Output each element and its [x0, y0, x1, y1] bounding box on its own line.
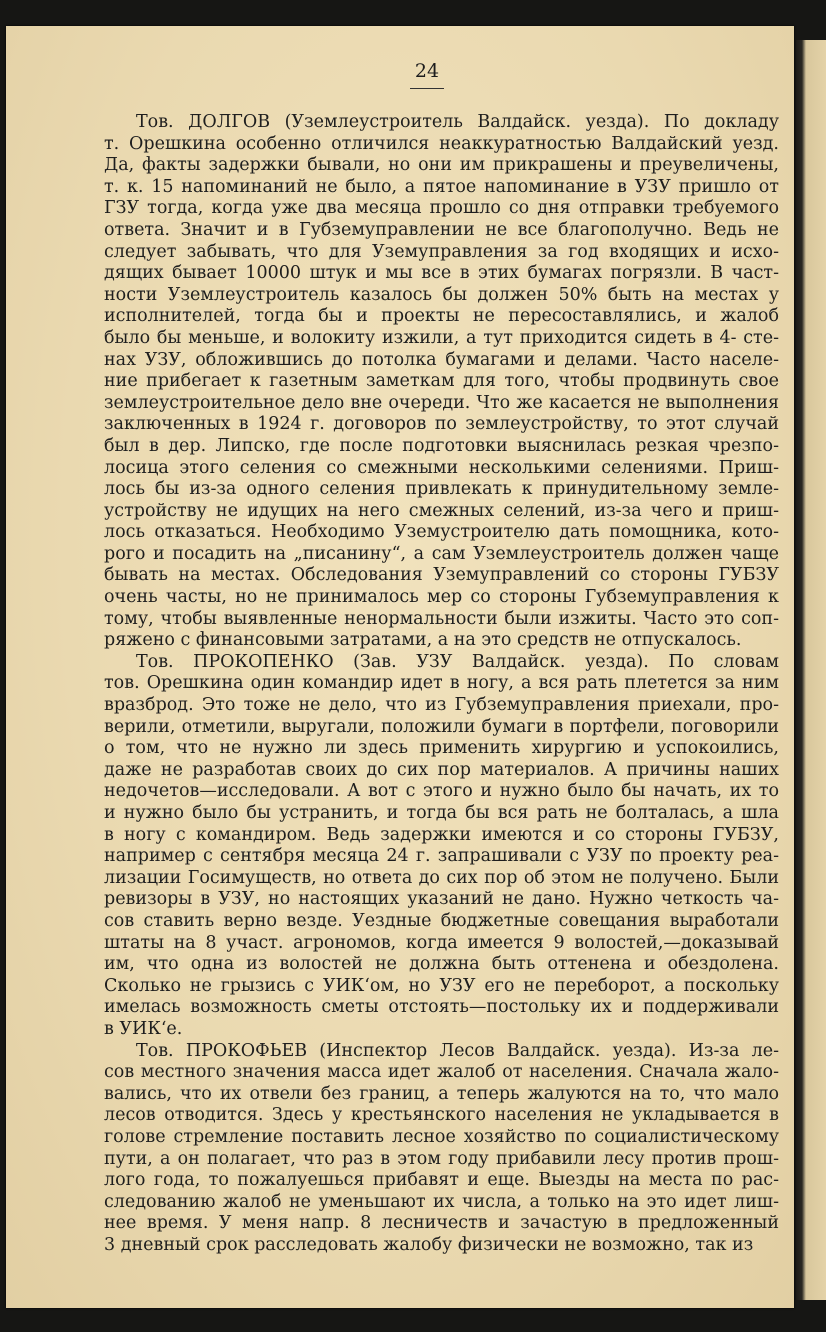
text-line: в ногу с командиром. Ведь задержки имеются и со стороны ГУБЗУ, — [104, 824, 779, 845]
text-line: ГЗУ тогда, когда уже два месяца прошло со дня отправки требуемого — [104, 198, 779, 219]
text-line: лось бы из-за одного селения привлекать к принудительному земле- — [104, 479, 779, 500]
text-line: ности Уземлеустроитель казалось бы должен 50% быть на местах у — [104, 284, 779, 305]
text-line: очень часты, но не принималось мер со стороны Губземуправления к — [104, 587, 779, 608]
document-body — [104, 112, 779, 1256]
text-line: землеустроительное дело вне очереди. Что же касается не выполнения — [104, 392, 779, 413]
text-line: штаты на 8 участ. агрономов, когда имеется 9 волостей,—доказывай — [104, 932, 779, 953]
text-line: сов местного значения масса идет жалоб от населения. Сначала жало- — [104, 1062, 779, 1083]
page-number: 24 — [414, 60, 440, 82]
text-line: т. к. 15 напоминаний не было, а пятое напоминание в УЗУ пришло от — [104, 176, 779, 197]
text-line: тов. Орешкина один командир идет в ногу, а вся рать плетется за ним — [104, 673, 779, 694]
text-line: лизации Госимуществ, но ответа до сих пор об этом не получено. Были — [104, 867, 779, 888]
text-line: Сколько не грызись с УИК‘ом, но УЗУ его не переборот, а поскольку — [104, 975, 779, 996]
text-line: и нужно было бы устранить, и тогда бы вся рать не болталась, а шла — [104, 803, 779, 823]
text-line: им, что одна из волостей не должна быть оттенена и обездолена. — [104, 954, 779, 975]
text-line: дящих бывает 10000 штук и мы все в этих бумагах погрязли. В част- — [104, 263, 779, 284]
text-line: следованию жалоб не уменьшают их числа, а только на это идет лиш- — [104, 1191, 779, 1212]
text-line: ответа. Значит и в Губземуправлении не все благополучно. Ведь не — [104, 219, 779, 240]
text-line: Тов. ДОЛГОВ (Уземлеустроитель Валдайск. уезда). По докладу — [136, 112, 779, 132]
next-page-edge — [796, 40, 826, 1300]
text-line: было бы меньше, и волокиту изжили, а тут приходится сидеть в 4- сте- — [104, 327, 779, 348]
text-line: вались, что их отвели без границ, а теперь жалуются на то, что мало — [104, 1083, 779, 1104]
text-line: Да, факты задержки бывали, но они им прикрашены и преувеличены, — [104, 155, 779, 176]
text-line: имелась возможность сметы отстоять—постольку их и поддерживали — [104, 997, 779, 1018]
text-line: нах УЗУ, обложившись до потолка бумагами и делами. Часто населе- — [104, 349, 779, 370]
text-line: тому, чтобы выявленные ненормальности были изжиты. Часто это соп- — [104, 608, 779, 629]
text-line: 3 дневный срок расследовать жалобу физически не возможно, так из — [104, 1234, 754, 1255]
text-line: недочетов—исследовали. А вот с этого и нужно было бы начать, их то — [104, 781, 779, 802]
page-number-rule — [410, 88, 444, 89]
text-line: лого года, то пожалуешься прибавят и еще. Выезды на места по рас- — [104, 1170, 779, 1191]
text-line: исполнителей, тогда бы и проекты не пересоставлялись, и жалоб — [104, 306, 779, 327]
text-line: т. Орешкина особенно отличился неаккуратностью Валдайский уезд. — [104, 133, 779, 154]
text-line: например с сентября месяца 24 г. запрашивали с УЗУ по проекту реа- — [104, 846, 779, 867]
text-line: следует забывать, что для Уземуправления за год входящих и исхо- — [104, 241, 779, 262]
text-line: даже не разработав своих до сих пор материалов. А причины наших — [104, 759, 779, 780]
text-line: рого и посадить на „писанину“, а сам Уземлеустроитель должен чаще — [104, 543, 779, 564]
text-line: вразброд. Это тоже не дело, что из Губземуправления приехали, про- — [104, 695, 779, 716]
text-line: ряжено с финансовыми затратами, а на это средств не отпускалось. — [104, 630, 742, 651]
text-line: в УИК‘е. — [104, 1018, 183, 1039]
text-line: о том, что не нужно ли здесь применить хирургию и успокоились, — [104, 738, 779, 759]
paragraph — [104, 652, 779, 1041]
text-line: Тов. ПРОКОПЕНКО (Зав. УЗУ Валдайск. уезда). По словам — [136, 651, 779, 672]
text-line: лесов отводится. Здесь у крестьянского населения не укладывается в — [104, 1105, 779, 1126]
text-line: Тов. ПРОКОФЬЕВ (Инспектор Лесов Валдайск. уезда). Из-за ле- — [136, 1040, 779, 1061]
paragraph — [104, 1041, 779, 1257]
paragraph — [104, 112, 779, 652]
text-line: лось отказаться. Необходимо Уземустроителю дать помощника, кото- — [104, 522, 779, 543]
text-line: ние прибегает к газетным заметкам для того, чтобы продвинуть свое — [104, 371, 779, 392]
text-line: был в дер. Липско, где после подготовки выяснилась резкая чрезпо- — [104, 435, 779, 456]
text-line: голове стремление поставить лесное хозяйство по социалистическому — [104, 1126, 779, 1147]
text-line: бывать на местах. Обследования Уземуправлений со стороны ГУБЗУ — [104, 565, 779, 586]
text-line: верили, отметили, выругали, положили бумаги в портфели, поговорили — [104, 716, 779, 737]
text-line: сов ставить верно везде. Уездные бюджетные совещания выработали — [104, 910, 779, 931]
text-line: лосица этого селения со смежными несколькими селениями. Приш- — [104, 457, 779, 478]
text-line: пути, а он полагает, что раз в этом году прибавили лесу против прош- — [104, 1148, 779, 1169]
text-line: устройству не идущих на него смежных селений, из-за чего и приш- — [104, 500, 779, 521]
text-line: нее время. У меня напр. 8 лесничеств и зачастую в предложенный — [104, 1213, 779, 1234]
text-line: ревизоры в УЗУ, но настоящих указаний не дано. Нужно четкость ча- — [104, 889, 779, 910]
text-line: заключенных в 1924 г. договоров по землеустройству, то этот случай — [104, 414, 779, 435]
